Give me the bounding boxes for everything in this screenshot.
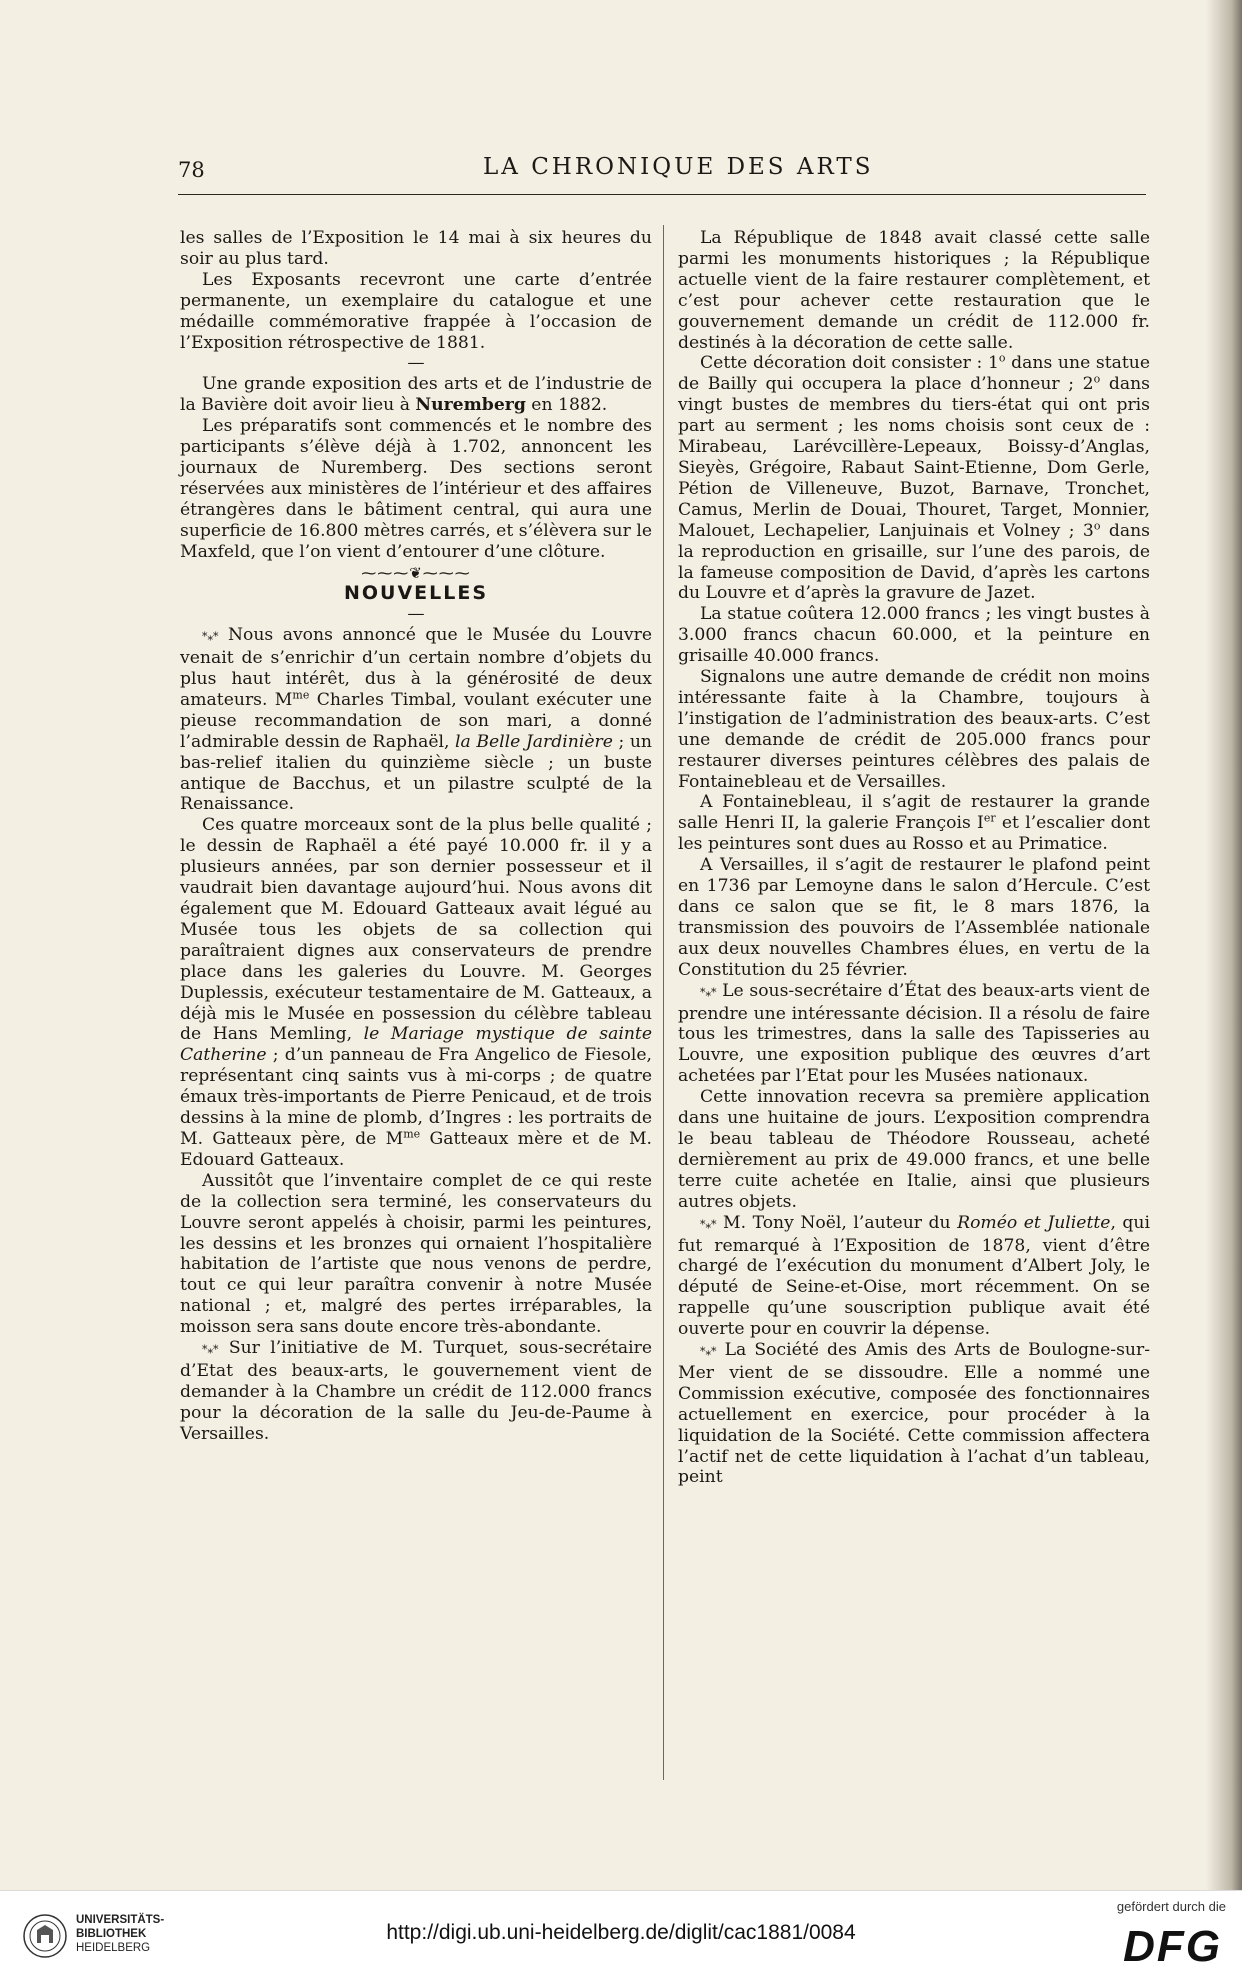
page-number: 78 <box>178 158 205 182</box>
separator-dash: — <box>407 604 425 625</box>
viewer-footer <box>0 1890 1242 1981</box>
header-rule <box>178 194 1146 195</box>
right-column <box>678 228 1150 1488</box>
funder-label: gefördert durch die <box>1116 1899 1226 1914</box>
dfg-logo: DFG <box>1123 1922 1222 1971</box>
artwork-title: la Belle Jardinière <box>455 731 613 752</box>
permalink-url[interactable]: http://digi.ub.uni-heidelberg.de/diglit/cac1881/0084 <box>386 1921 856 1944</box>
paragraph: Les Exposants recevront une carte d’entrée permanente, un exemplaire du catalogue et une médaille commémorative frappée à l’occasion de l’Exposition rétrospective de 1881. <box>180 269 652 353</box>
asterism-icon: *⁎* <box>700 1217 717 1231</box>
paragraph: Aussitôt que l’inventaire complet de ce qui reste de la collection sera terminé, les conservateurs du Louvre seront appelés à choisir, parmi les peintures, les dessins et les bronzes qui ornaient l’hospitalière habitation de l’artiste que nous venons de perdre, tout ce qui leur paraîtra convenir à notre Musée national ; et, malgré des pertes irréparables, la moisson sera sans doute encore très-abondante. <box>180 1170 652 1338</box>
paragraph: A Versailles, il s’agit de restaurer le plafond peint en 1736 par Lemoyne dans le salon d’Hercule. C’est dans ce salon que se fit, le 8 mars 1876, la transmission des pouvoirs de l’Assemblée nationale aux deux nouvelles Chambres élues, en vertu de la Constitution du 25 février. <box>678 855 1150 980</box>
artwork-title: le Mariage mystique de sainte Catherine <box>180 1024 652 1066</box>
binding-shadow <box>1206 0 1242 1890</box>
left-column <box>180 228 652 1445</box>
paragraph: La statue coûtera 12.000 francs ; les vingt bustes à 3.000 francs chacun 60.000, et la peinture en grisaille 40.000 francs. <box>678 604 1150 667</box>
separator-dash: — <box>407 353 425 374</box>
paragraph: Ces quatre morceaux sont de la plus belle qualité ; le dessin de Raphaël a été payé 10.000 fr. il y a plusieurs années, par son dernier possesseur et il vaudrait bien davantage aujourd’hui. Nous avons dit également que M. Edouard Gatteaux avait légué au Musée tous les objets de sa collection qui paraîtraient dignes aux conservateurs de prendre place dans les galeries du Louvre. M. Georges Duplessis, exécuteur testamentaire de M. Gatteaux, a déjà mis le Musée en possession du célèbre tableau de Hans Memling, le Mariage mystique de sainte Catherine ; d’un panneau de Fra Angelico de Fiesole, représentant cinq saints vus à mi-corps ; de quatre émaux très-importants de Pierre Penicaud, et de trois dessins à la mine de plomb, d’Ingres : les portraits de M. Gatteaux père, de $M^{me}$ Gatteaux mère et de M. Edouard Gatteaux. <box>180 815 653 1170</box>
artwork-title: Roméo et Juliette <box>957 1212 1111 1233</box>
asterism-icon: *⁎* <box>700 985 717 999</box>
news-item: *⁎* M. Tony Noël, l’auteur du Roméo et Juliette, qui fut remarqué à l’Exposition de 1878, vient d’être chargé de l’exécution du monument d’Albert Joly, le député de Seine-et-Oise, mort récemment. On se rappelle qu’une souscription publique avait été ouverte pour en couvrir la dépense. <box>678 1212 1150 1340</box>
bold-term: Nuremberg <box>415 395 526 416</box>
paragraph: les salles de l’Exposition le 14 mai à six heures du soir au plus tard. <box>180 228 652 269</box>
paragraph: A Fontainebleau, il s’agit de restaurer la grande salle Henri II, la galerie François Ier et l’escalier dont les peintures sont dues au Rosso et au Primatice. <box>678 792 1150 855</box>
news-item: *⁎* La Société des Amis des Arts de Boulogne-sur-Mer vient de se dissoudre. Elle a nommé une Commission exécutive, composée des fonctionnaires actuellement en exercice, pour procéder à la liquidation de la Société. Cette commission affectera l’actif net de cette liquidation à l’achat d’un tableau, peint <box>678 1340 1150 1488</box>
section-title: NOUVELLES <box>343 582 489 605</box>
asterism-icon: *⁎* <box>202 630 219 644</box>
paragraph: Une grande exposition des arts et de l’industrie de la Bavière doit avoir lieu à Nuremberg en 1882. <box>180 374 652 416</box>
paragraph: Les préparatifs sont commencés et le nombre des participants s’élève déjà à 1.702, annoncent les journaux de Nuremberg. Des sections seront réservées aux ministères de l’intérieur et des affaires étrangères dans le bâtiment central, qui aura une superficie de 16.800 mètres carrés, et s’élèvera sur le Maxfeld, que l’on vient d’entourer d’une clôture. <box>180 416 652 562</box>
paragraph: Cette innovation recevra sa première application dans une huitaine de jours. L’exposition comprendra le beau tableau de Théodore Rousseau, acheté dernièrement au prix de 49.000 francs, et une belle terre cuite achetée en Italie, ainsi que plusieurs autres objets. <box>678 1087 1150 1212</box>
ornament-divider: ⁓⁓⁓❦⁓⁓⁓ <box>361 563 471 582</box>
news-item: *⁎* Sur l’initiative de M. Turquet, sous-secrétaire d’Etat des beaux-arts, le gouvernement vient de demander à la Chambre un crédit de 112.000 francs pour la décoration de la salle du Jeu-de-Paume à Versailles. <box>180 1338 652 1444</box>
asterism-icon: *⁎* <box>202 1343 219 1357</box>
paragraph: Cette décoration doit consister : 1$^o$ dans une statue de Bailly qui occupera la place d’honneur ; 2$^o$ dans vingt bustes de membres du tiers-état qui ont pris part au serment ; les noms choisis sont ceux de : Mirabeau, Larévcillère-Lepeaux, Boissy-d’Anglas, Sieyès, Grégoire, Rabaut Saint-Etienne, Dom Gerle, Pétion de Villeneuve, Buzot, Barnave, Tronchet, Camus, Merlin de Douai, Thouret, Target, Monnier, Malouet, Lechapelier, Lanjuinais et Volney ; 3$^o$ dans la reproduction en grisaille, sur l’une des parois, de la fameuse composition de David, d’après les cartons du Louvre et d’après la gravure de Jazet. <box>678 351 1150 604</box>
library-name: UNIVERSITÄTS- BIBLIOTHEK HEIDELBERG <box>76 1914 165 1954</box>
news-item: *⁎* Nous avons annoncé que le Musée du Louvre venait de s’enrichir d’un certain nombre d’objets du plus haut intérêt, dus à la générosité de deux amateurs. $M^{me}$ Charles Timbal, voulant exécuter une pieuse recommandation de son mari, a donné l’admirable dessin de Raphaël, la Belle Jardinière ; un bas-relief italien du quinzième siècle ; un buste antique de Bacchus, et un pilastre sculpté de la Renaissance. <box>180 625 652 815</box>
running-title: LA CHRONIQUE DES ARTS <box>483 154 874 180</box>
paragraph: La République de 1848 avait classé cette salle parmi les monuments historiques ; la République actuelle vient de la faire restaurer complètement, et c’est pour achever cette restauration que le gouvernement demande un crédit de 112.000 fr. destinés à la décoration de cette salle. <box>678 228 1150 353</box>
news-item: *⁎* Le sous-secrétaire d’État des beaux-arts vient de prendre une intéressante décision. Il a résolu de faire tous les trimestres, dans la salle des Tapisseries au Louvre, une exposition publique des œuvres d’art achetées par l’Etat pour les Musées nationaux. <box>678 980 1150 1087</box>
column-divider <box>663 225 664 1780</box>
asterism-icon: *⁎* <box>700 1345 717 1359</box>
page-header <box>178 150 1143 194</box>
paragraph: Signalons une autre demande de crédit non moins intéressante faite à la Chambre, toujours à l’instigation de l’administration des beaux-arts. C’est une demande de crédit de 205.000 francs pour restaurer diverses peintures célèbres des palais de Fontainebleau et de Versailles. <box>678 667 1150 792</box>
